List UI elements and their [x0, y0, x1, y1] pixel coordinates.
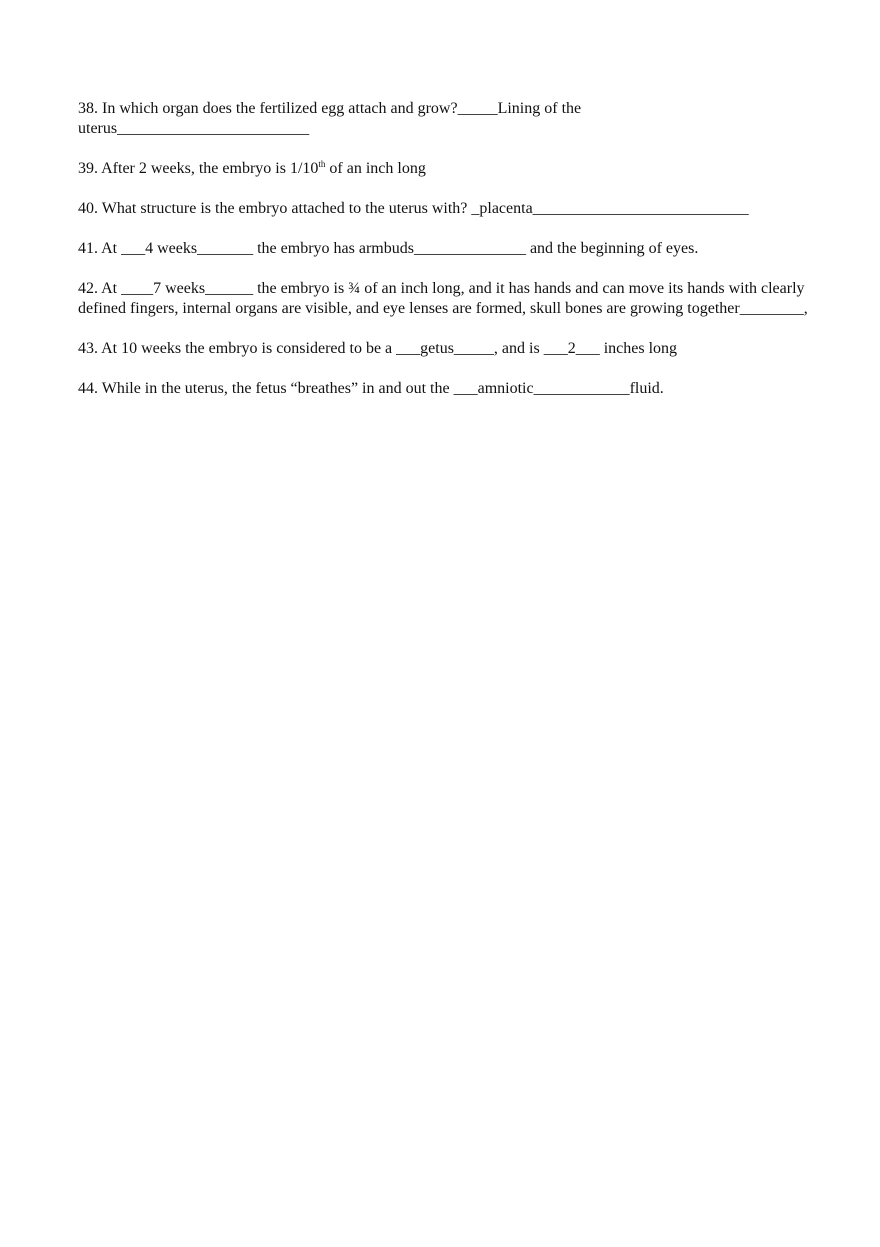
question-41-text: 41. At ___4 weeks_______ the embryo has armbuds______________ and the beginning of eyes. [78, 240, 699, 257]
question-39 [78, 159, 808, 179]
question-38 [78, 99, 808, 139]
question-40 [78, 199, 808, 219]
question-43 [78, 339, 808, 359]
question-list [78, 99, 808, 419]
question-42 [78, 279, 808, 319]
ordinal-superscript: th [318, 159, 326, 169]
question-39-text: 39. After 2 weeks, the embryo is 1/10 [78, 160, 319, 177]
question-43-text: 43. At 10 weeks the embryo is considered to be a ___getus_____, and is ___2___ inches long [78, 340, 678, 357]
question-42-text: 42. At ____7 weeks______ the embryo is ¾ of an inch long, and it has hands and can move its hands with clearly defined fingers, internal organs are visible, and eye lenses are formed, skull bones are growing together________, [78, 280, 809, 317]
question-38-text: 38. In which organ does the fertilized egg attach and grow?_____Lining of the uterus________________________ [78, 100, 586, 137]
question-40-text: 40. What structure is the embryo attached to the uterus with? _placenta___________________________ [78, 200, 749, 217]
question-44 [78, 379, 808, 399]
question-41 [78, 239, 808, 259]
question-39-text-end: of an inch long [325, 160, 426, 177]
question-44-text: 44. While in the uterus, the fetus “breathes” in and out the ___amniotic____________fluid. [78, 380, 664, 397]
